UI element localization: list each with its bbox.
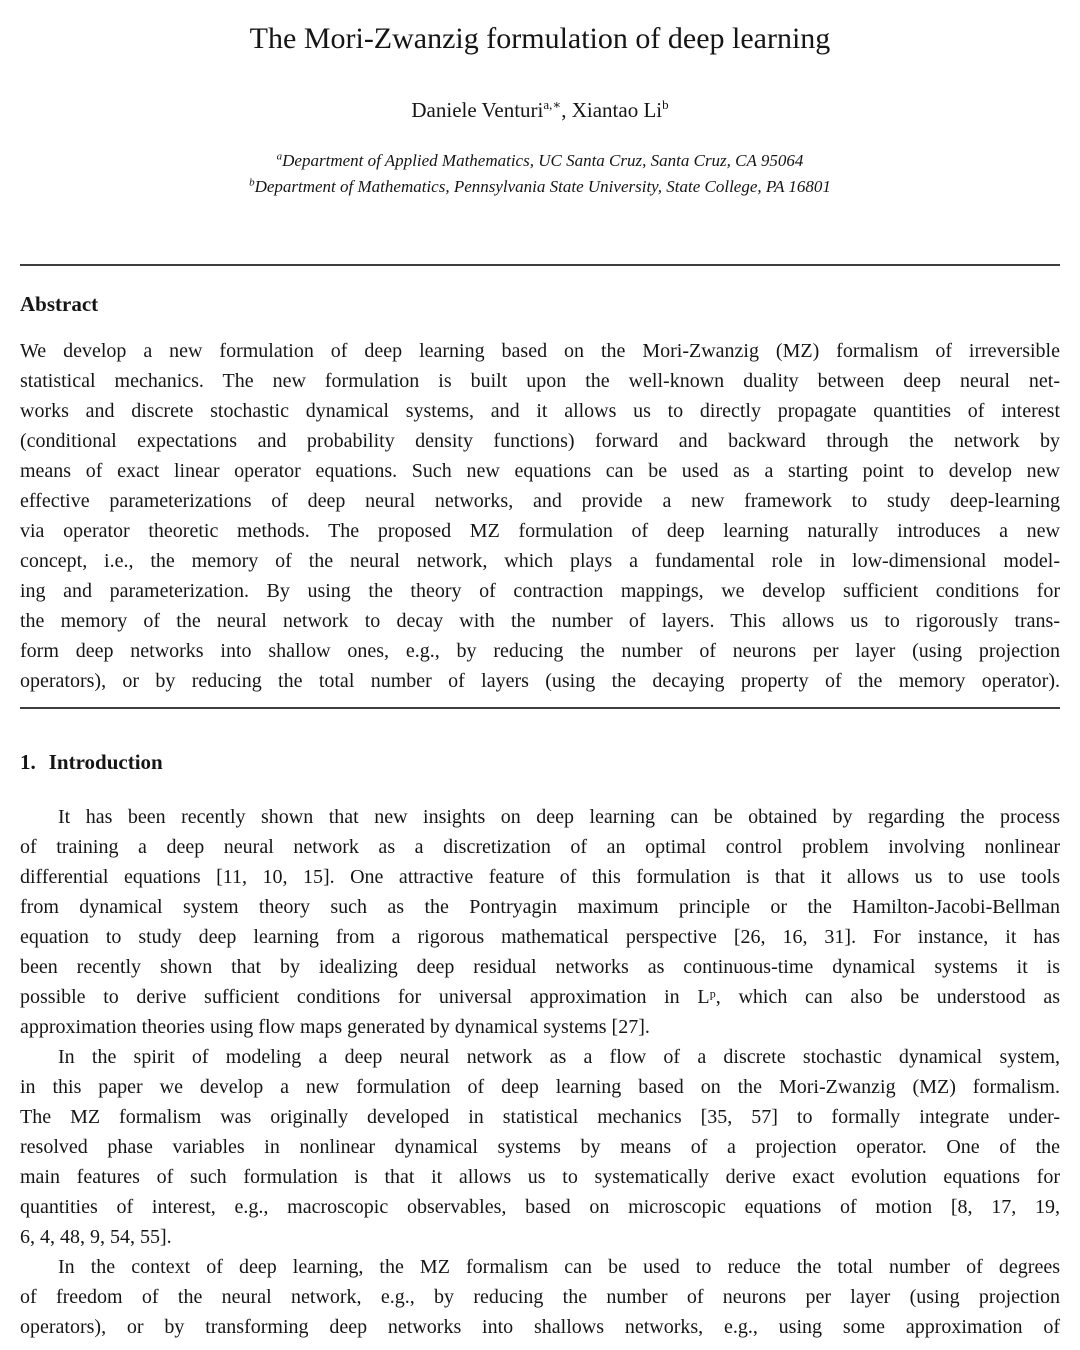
- paragraph: [20, 1042, 1060, 1252]
- section-title: Introduction: [48, 750, 163, 774]
- abstract-body: [20, 336, 1060, 696]
- author-name: Xiantao Li$^b$: [571, 97, 669, 122]
- section-heading: [20, 750, 1060, 774]
- text-line: approximation theories using flow maps generated by dynamical systems [27].: [20, 1016, 650, 1038]
- text-line: In the context of deep learning, the MZ formalism can be used to reduce the total number of degrees: [58, 1256, 1060, 1278]
- text-line: from dynamical system theory such as the Pontryagin maximum principle or the Hamilton-Jacobi-Bellman: [20, 896, 1060, 918]
- text-line: in this paper we develop a new formulation of deep learning based on the Mori-Zwanzig (MZ) formalism.: [20, 1076, 1060, 1098]
- section-number: 1.: [20, 750, 36, 774]
- text-line: concept, i.e., the memory of the neural network, which plays a fundamental role in low-dimensional model-: [20, 550, 1060, 572]
- text-line: We develop a new formulation of deep learning based on the Mori-Zwanzig (MZ) formalism of irreversible: [20, 340, 1060, 362]
- text-line: effective parameterizations of deep neural networks, and provide a new framework to study deep-learning: [20, 490, 1060, 512]
- text-line: equation to study deep learning from a rigorous mathematical perspective [26, 16, 31]. For instance, it has: [20, 926, 1060, 948]
- abstract-heading: Abstract: [20, 292, 99, 316]
- author-affiliation-mark: b: [662, 97, 669, 112]
- author-affiliation-mark: a,∗: [543, 97, 562, 112]
- text-line: (conditional expectations and probability density functions) forward and backward through the network by: [20, 430, 1060, 452]
- authors: Daniele Venturi$^{a,∗}$, Xiantao Li$^b$: [411, 97, 669, 122]
- affiliation-mark: a: [276, 150, 283, 163]
- affiliation-mark: b: [249, 176, 255, 189]
- text-line: 6, 4, 48, 9, 54, 55].: [20, 1226, 172, 1248]
- text-line: been recently shown that by idealizing deep residual networks as continuous-time dynamical systems it is: [20, 956, 1060, 978]
- text-line: differential equations [11, 10, 15]. One attractive feature of this formulation is that it allows us to use tools: [20, 866, 1060, 888]
- text-line: the memory of the neural network to decay with the number of layers. This allows us to rigorously trans-: [20, 610, 1060, 632]
- text-line: of freedom of the neural network, e.g., by reducing the number of neurons per layer (using projection: [20, 1286, 1060, 1308]
- text-line: operators), or by transforming deep networks into shallows networks, e.g., using some approximation of: [20, 1316, 1060, 1338]
- paragraph: [20, 802, 1060, 1042]
- text-line: resolved phase variables in nonlinear dynamical systems by means of a projection operator. One of the: [20, 1136, 1060, 1158]
- text-line: possible to derive sufficient conditions for universal approximation in Lᵖ, which can also be understood as: [20, 986, 1060, 1008]
- paragraph: [20, 1252, 1060, 1342]
- text-line: ing and parameterization. By using the theory of contraction mappings, we develop sufficient conditions for: [20, 580, 1060, 602]
- divider-below-abstract: [20, 707, 1060, 709]
- affiliation-line: $^b$Department of Mathematics, Pennsylvania State University, State College, PA 16801: [249, 176, 831, 196]
- paper-title: The Mori-Zwanzig formulation of deep learning: [249, 22, 831, 55]
- text-line: works and discrete stochastic dynamical systems, and it allows us to directly propagate quantities of interest: [20, 400, 1060, 422]
- text-line: The MZ formalism was originally developed in statistical mechanics [35, 57] to formally integrate under-: [20, 1106, 1060, 1128]
- divider-above-abstract: [20, 264, 1060, 266]
- text-line: operators), or by reducing the total number of layers (using the decaying property of the memory operator).: [20, 670, 1060, 692]
- text-line: It has been recently shown that new insights on deep learning can be obtained by regarding the process: [58, 806, 1060, 828]
- affiliation-line: $^a$Department of Applied Mathematics, UC Santa Cruz, Santa Cruz, CA 95064: [276, 150, 804, 170]
- text-line: form deep networks into shallow ones, e.g., by reducing the number of neurons per layer (using projection: [20, 640, 1060, 662]
- text-line: statistical mechanics. The new formulation is built upon the well-known duality between deep neural net-: [20, 370, 1060, 392]
- affiliations: [20, 148, 1060, 200]
- section-paragraphs: [20, 802, 1060, 1342]
- text-line: In the spirit of modeling a deep neural network as a flow of a discrete stochastic dynamical system,: [58, 1046, 1060, 1068]
- text-line: via operator theoretic methods. The proposed MZ formulation of deep learning naturally introduces a new: [20, 520, 1060, 542]
- author-name: Daniele Venturi$^{a,∗}$: [411, 97, 562, 122]
- text-line: means of exact linear operator equations. Such new equations can be used as a starting point to develop new: [20, 460, 1060, 482]
- text-line: main features of such formulation is that it allows us to systematically derive exact evolution equations for: [20, 1166, 1060, 1188]
- text-line: of training a deep neural network as a discretization of an optimal control problem involving nonlinear: [20, 836, 1060, 858]
- text-line: quantities of interest, e.g., macroscopic observables, based on microscopic equations of motion [8, 17, 19,: [20, 1196, 1060, 1218]
